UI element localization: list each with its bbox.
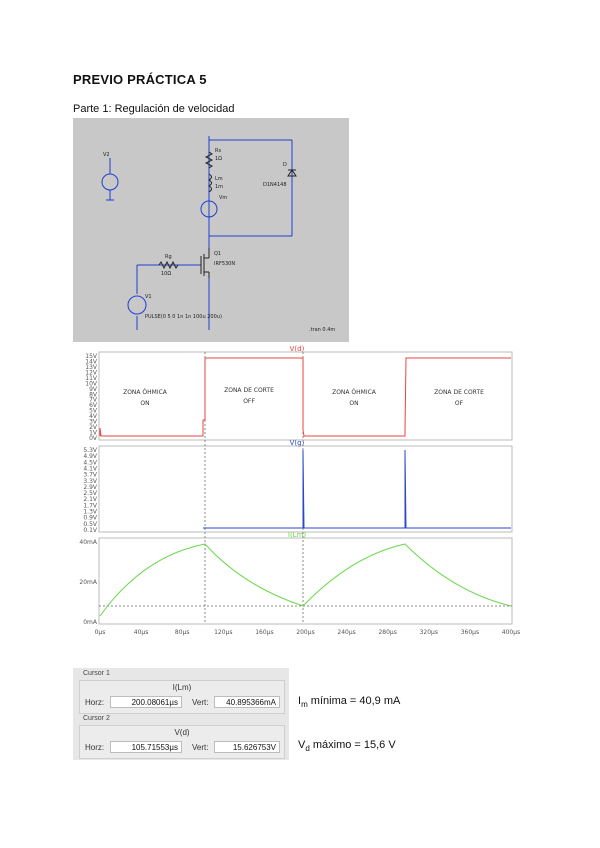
y-tick-label: 12V [85,369,97,377]
q-model: IRF530N [214,261,236,267]
y-tick-label: 8V [89,391,97,399]
cursor-2-box [79,725,285,759]
y-tick-label: 2.1V [83,496,97,504]
zone-3-title: ZONA ÓHMICA [332,389,376,396]
x-tick-label: 320µs [419,629,439,636]
section-heading: Parte 1: Regulación de velocidad [73,103,235,115]
vd-max-result [298,739,396,753]
zone-1-title: ZONA ÓHMICA [123,389,167,396]
y-tick-label: 3.7V [83,471,97,479]
y-tick-label: 0.9V [83,514,97,522]
y-tick-label: 6V [89,402,97,410]
pulse-directive: PULSE(0 5 0 1n 1n 100u 200u) [145,314,222,320]
x-tick-label: 400µs [501,629,521,636]
cursor-2-vert-value[interactable]: 15.626753V [214,741,280,753]
v1-source-symbol [128,296,146,314]
d-label: D [283,162,287,168]
cursor-1-header: Cursor 1 [83,670,110,677]
x-tick-label: 120µs [214,629,233,636]
cursor-1-vert-value[interactable]: 40.895366mA [214,696,280,708]
y-tick-label: 1.7V [83,502,97,510]
cursor-2-signal: V(d) [174,728,190,737]
vd-sub: d [305,744,310,754]
x-tick-label: 80µs [174,629,190,636]
y-tick-label: 15V [85,353,97,360]
cursor-1-horz-value[interactable]: 200.08061µs [110,696,182,708]
rg-value: 10Ω [161,271,172,277]
y-tick-label: 13V [85,363,97,371]
y-tick-label: 3V [89,418,97,426]
ilm-trace-label: I(Lm) [287,531,307,539]
y-tick-label: 14V [85,358,97,366]
im-sub: m [301,700,308,710]
y-tick-label: 5.3V [83,447,97,454]
mosfet-symbol [201,248,209,278]
y-tick-label: 10V [85,380,97,388]
x-tick-label: 360µs [460,629,480,636]
document-title: PREVIO PRÁCTICA 5 [73,72,207,87]
waveform-viewer [73,344,521,636]
y-tick-label: 3.3V [83,477,97,485]
v2-source-symbol [102,158,118,200]
im-var: I [298,695,302,707]
x-tick-label: 160µs [255,629,274,636]
cursor-1-horz-label: Horz: [85,698,105,707]
vd-panel [99,352,512,440]
rs-label: Rs [215,148,222,154]
circuit-schematic [73,118,349,342]
y-tick-label: 0.5V [83,520,97,528]
y-tick-label: 1.3V [83,508,97,516]
vd-var: V [298,739,306,751]
lm-value: 1m [215,184,224,190]
y-tick-label: 4.5V [83,459,97,467]
zone-1-state: ON [140,400,150,407]
x-tick-label: 40µs [133,629,149,636]
x-tick-label: 240µs [337,629,356,636]
y-tick-label: 4.9V [83,453,97,461]
vm-label: Vm [219,195,228,201]
y-tick-label: 1V [89,429,97,437]
vd-trace-label: V(d) [289,345,305,353]
y-tick-label: 4V [89,413,97,421]
y-tick-label: 5V [89,407,97,415]
rs-value: 1Ω [215,156,223,162]
x-tick-label: 200µs [296,629,315,636]
y-tick-label: 2.9V [83,483,97,491]
zone-4-state: OF [454,400,464,407]
y-tick-label: 4.1V [83,465,97,473]
v2-label: V2 [103,152,110,158]
x-tick-label: 280µs [378,629,397,636]
vg-panel [99,446,512,532]
q-label: Q1 [214,251,222,257]
lm-label: Lm [215,176,223,182]
y-tick-label: 2.5V [83,490,97,498]
cursor-1-box [79,680,285,714]
cursor-2-header: Cursor 2 [83,715,110,722]
vd-text: máximo = 15,6 V [309,739,396,751]
cursor-2-horz-value[interactable]: 105.71553µs [110,741,182,753]
v1-label: V1 [145,294,152,300]
y-tick-label: 11V [85,374,97,382]
cursor-readout-panel [73,668,289,760]
zone-2-title: ZONA DE CORTE [224,387,274,394]
zone-2-state: OFF [243,398,255,405]
zone-4-title: ZONA DE CORTE [434,389,484,396]
rg-label: Rg [165,254,172,260]
y-tick-label: 20mA [79,579,97,586]
cursor-1-signal: I(Lm) [172,683,192,692]
y-tick-label: 0V [89,435,97,442]
ilm-panel [99,538,512,624]
d-model: D1N4148 [263,182,287,188]
cursor-2-horz-label: Horz: [85,743,105,752]
vg-trace-label: V(g) [289,439,305,447]
y-tick-label: 9V [89,385,97,393]
zone-3-state: ON [349,400,359,407]
im-min-result [298,695,400,709]
cursor-1-vert-label: Vert: [192,698,209,707]
cursor-2-vert-label: Vert: [192,743,209,752]
y-tick-label: 0mA [83,619,97,626]
y-tick-label: 7V [89,396,97,404]
y-tick-label: 2V [89,424,97,432]
tran-directive: .tran 0.4m [309,327,336,333]
y-tick-label: 40mA [79,539,97,546]
x-tick-label: 0µs [94,629,106,636]
im-text: mínima = 40,9 mA [307,695,401,707]
y-tick-label: 0.1V [83,527,97,534]
